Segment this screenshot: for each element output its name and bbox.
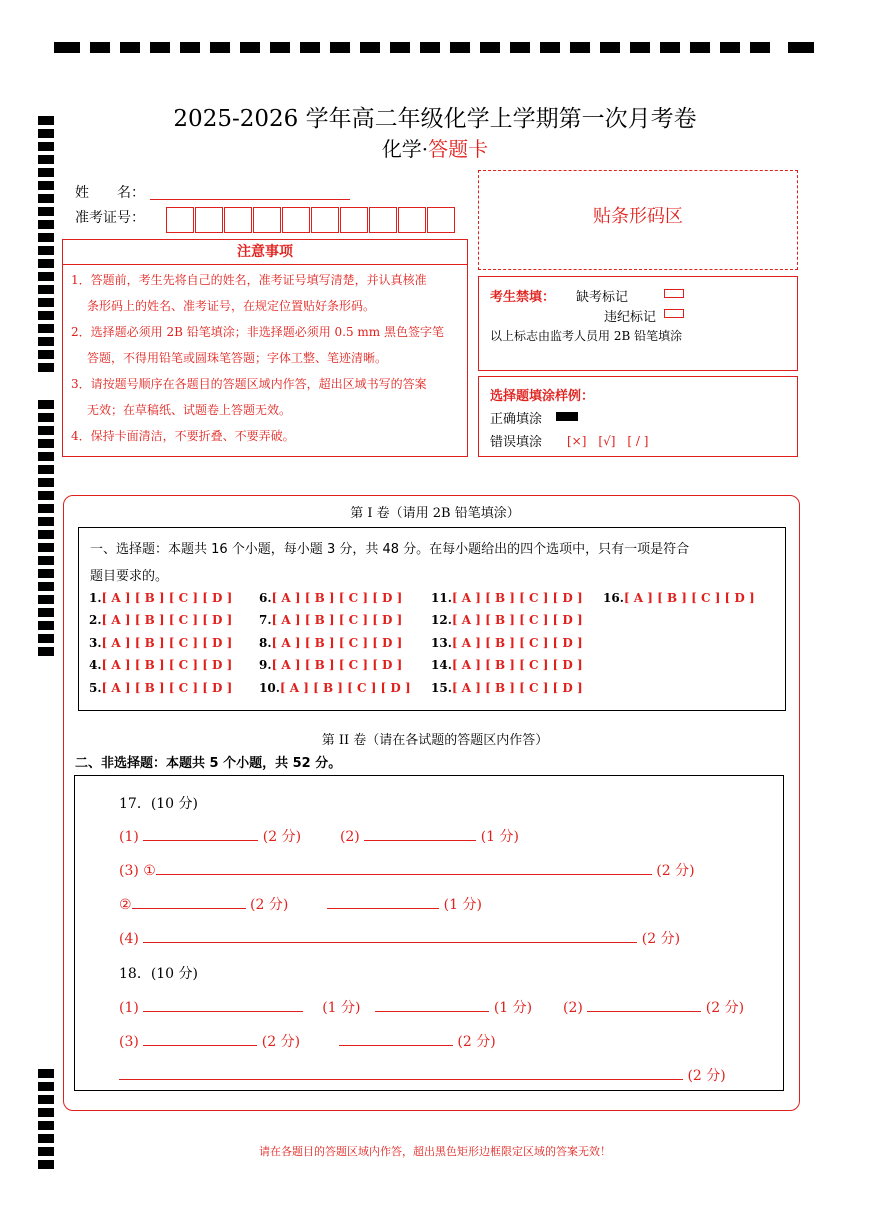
ticket-cell[interactable]: [166, 207, 194, 233]
timing-mark: [38, 465, 54, 474]
ticket-number-cells[interactable]: [166, 207, 456, 233]
question-10[interactable]: [259, 681, 411, 695]
points: (2 分): [641, 931, 681, 947]
timing-mark: [38, 439, 54, 448]
timing-mark: [38, 621, 54, 630]
question-6[interactable]: [259, 591, 402, 605]
timing-mark: [38, 1134, 54, 1143]
question-number: 4.: [89, 658, 102, 672]
timing-mark: [38, 1108, 54, 1117]
timing-mark: [38, 491, 54, 500]
ticket-cell[interactable]: [427, 207, 455, 233]
answer-options[interactable]: [ A ] [ B ] [ C ] [ D ]: [101, 591, 233, 605]
notice-item: 无效；在草稿纸、试题卷上答题无效。: [87, 403, 292, 417]
question-number: 14.: [431, 658, 452, 672]
forbidden-note: 以上标志由监考人员用 2B 铅笔填涂: [490, 329, 683, 343]
points: (1 分): [443, 897, 482, 913]
ticket-label: 准考证号：: [75, 210, 145, 226]
q17-line3: [119, 894, 482, 914]
timing-mark: [38, 634, 54, 643]
timing-mark: [38, 272, 54, 281]
q17-part3-label: (3) ①: [119, 863, 156, 879]
part2-instruction: 二、非选择题：本题共 5 个小题，共 52 分。: [75, 756, 342, 771]
timing-mark: [38, 298, 54, 307]
answer-options[interactable]: [ A ] [ B ] [ C ] [ D ]: [451, 658, 583, 672]
question-number: 2.: [89, 613, 102, 627]
timing-mark: [38, 595, 54, 604]
question-15[interactable]: [431, 681, 583, 695]
answer-options[interactable]: [ A ] [ B ] [ C ] [ D ]: [271, 613, 403, 627]
answer-blank[interactable]: [143, 1032, 257, 1046]
timing-mark: [38, 530, 54, 539]
q17-title: 17．(10 分): [119, 796, 199, 812]
question-number: 13.: [431, 636, 452, 650]
q18-title: 18．(10 分): [119, 966, 199, 982]
answer-options[interactable]: [ A ] [ B ] [ C ] [ D ]: [451, 636, 583, 650]
q18-part2-label: (2): [563, 1000, 583, 1016]
answer-options[interactable]: [ A ] [ B ] [ C ] [ D ]: [271, 591, 403, 605]
part1-heading: 第 I 卷（请用 2B 铅笔填涂）: [350, 506, 520, 521]
answer-options[interactable]: [ A ] [ B ] [ C ] [ D ]: [451, 613, 583, 627]
timing-mark: [38, 1082, 54, 1091]
q18-line1: [119, 997, 744, 1017]
fill-example-title: 选择题填涂样例：: [490, 389, 595, 404]
question-11[interactable]: [431, 591, 583, 605]
q17-part4-label: (4): [119, 931, 139, 947]
question-3[interactable]: [89, 636, 232, 650]
answer-options[interactable]: [ A ] [ B ] [ C ] [ D ]: [451, 681, 583, 695]
timing-mark: [38, 426, 54, 435]
q18-line2: [119, 1031, 496, 1051]
subtitle-subject: 化学·: [381, 137, 429, 161]
points: (2 分): [457, 1034, 496, 1050]
timing-mark: [38, 569, 54, 578]
answer-options[interactable]: [ A ] [ B ] [ C ] [ D ]: [101, 613, 233, 627]
timing-mark: [38, 181, 54, 190]
question-number: 8.: [259, 636, 272, 650]
question-number: 10.: [259, 681, 280, 695]
q18-part3-label: (3): [119, 1034, 139, 1050]
question-number: 15.: [431, 681, 452, 695]
question-1[interactable]: [89, 591, 232, 605]
timing-mark: [38, 207, 54, 216]
timing-mark: [38, 1069, 54, 1078]
answer-options[interactable]: [ A ] [ B ] [ C ] [ D ]: [623, 591, 755, 605]
answer-blank[interactable]: [327, 895, 439, 909]
points: (2 分): [250, 897, 289, 913]
answer-options[interactable]: [ A ] [ B ] [ C ] [ D ]: [271, 636, 403, 650]
timing-mark: [38, 311, 54, 320]
answer-blank[interactable]: [339, 1032, 453, 1046]
question-12[interactable]: [431, 613, 583, 627]
question-number: 9.: [259, 658, 272, 672]
answer-options[interactable]: [ A ] [ B ] [ C ] [ D ]: [451, 591, 583, 605]
absent-mark-box[interactable]: [664, 289, 684, 298]
timing-mark: [38, 413, 54, 422]
footer-warning: 请在各题目的答题区域内作答，超出黑色矩形边框限定区域的答案无效！: [259, 1145, 611, 1158]
question-14[interactable]: [431, 658, 583, 672]
question-number: 11.: [431, 591, 452, 605]
question-number: 12.: [431, 613, 452, 627]
answer-options[interactable]: [ A ] [ B ] [ C ] [ D ]: [101, 658, 233, 672]
question-number: 1.: [89, 591, 102, 605]
answer-blank[interactable]: [364, 827, 476, 841]
question-7[interactable]: [259, 613, 402, 627]
page-subtitle: [0, 133, 870, 162]
timing-mark: [38, 337, 54, 346]
notice-box: [62, 264, 468, 457]
answer-blank[interactable]: [143, 929, 637, 943]
part2-heading: 第 II 卷（请在各试题的答题区内作答）: [321, 733, 549, 748]
timing-mark: [38, 1160, 54, 1169]
timing-mark: [38, 582, 54, 591]
timing-mark: [38, 556, 54, 565]
q18-part1-label: (1): [119, 1000, 139, 1016]
timing-mark: [38, 246, 54, 255]
timing-mark: [38, 452, 54, 461]
ticket-cell[interactable]: [398, 207, 426, 233]
answer-options[interactable]: [ A ] [ B ] [ C ] [ D ]: [101, 636, 233, 650]
points: (2 分): [262, 829, 302, 845]
timing-mark: [38, 259, 54, 268]
question-2[interactable]: [89, 613, 232, 627]
answer-blank[interactable]: [587, 998, 701, 1012]
name-input-line[interactable]: [150, 199, 350, 200]
timing-mark: [38, 324, 54, 333]
mc-instruction-line1: 一、选择题：本题共 16 个小题，每小题 3 分，共 48 分。在每小题给出的四个选项中，只有一项是符合: [90, 542, 690, 557]
points: (1 分): [493, 1000, 533, 1016]
barcode-area: 贴条形码区: [478, 170, 798, 270]
timing-mark: [38, 194, 54, 203]
question-number: 7.: [259, 613, 272, 627]
answer-blank[interactable]: [156, 861, 652, 875]
fill-example-box: [478, 376, 798, 457]
timing-mark: [38, 608, 54, 617]
notice-item: 3．请按题号顺序在各题目的答题区域内作答，超出区域书写的答案: [71, 377, 427, 391]
q17-part3-sub2-label: ②: [119, 897, 132, 913]
question-5[interactable]: [89, 681, 232, 695]
violation-label: 违纪标记: [604, 310, 657, 325]
answer-blank[interactable]: [143, 998, 303, 1012]
q18-line3: [119, 1065, 726, 1085]
points: (2 分): [261, 1034, 301, 1050]
absent-label: 缺考标记: [576, 290, 629, 305]
ticket-cell[interactable]: [195, 207, 223, 233]
ticket-cell[interactable]: [340, 207, 368, 233]
page-title: 2025-2026 学年高二年级化学上学期第一次月考卷: [173, 106, 697, 132]
q17-line4: [119, 928, 680, 948]
points: (2 分): [687, 1068, 726, 1084]
question-9[interactable]: [259, 658, 402, 672]
notice-item: 答题，不得用铅笔或圆珠笔答题；字体工整、笔迹清晰。: [87, 351, 388, 365]
subtitle-answer-card: 答题卡: [428, 137, 489, 161]
notice-item: 2．选择题必须用 2B 铅笔填涂；非选择题必须用 0.5 mm 黑色签字笔: [71, 325, 445, 339]
answer-blank[interactable]: [375, 998, 489, 1012]
ticket-cell[interactable]: [369, 207, 397, 233]
answer-blank[interactable]: [143, 827, 258, 841]
timing-mark: [38, 220, 54, 229]
question-8[interactable]: [259, 636, 402, 650]
points: (1 分): [480, 829, 519, 845]
correct-fill-sample: [556, 412, 578, 421]
timing-mark: [38, 168, 54, 177]
timing-mark: [38, 285, 54, 294]
mc-instruction-line2: 题目要求的。: [90, 569, 169, 584]
question-number: 16.: [603, 591, 624, 605]
timing-mark: [38, 233, 54, 242]
timing-mark: [38, 647, 54, 656]
timing-mark: [38, 1095, 54, 1104]
timing-mark: [38, 350, 54, 359]
q17-line1: [119, 826, 519, 846]
violation-mark-box[interactable]: [664, 309, 684, 318]
timing-mark: [38, 478, 54, 487]
question-4[interactable]: [89, 658, 232, 672]
answer-options[interactable]: [ A ] [ B ] [ C ] [ D ]: [101, 681, 233, 695]
forbidden-title: 考生禁填：: [490, 290, 556, 305]
correct-fill-label: 正确填涂: [490, 412, 543, 427]
question-13[interactable]: [431, 636, 583, 650]
timing-mark: [38, 363, 54, 372]
q17-line2: [119, 860, 695, 880]
points: (2 分): [705, 1000, 745, 1016]
answer-options[interactable]: [ A ] [ B ] [ C ] [ D ]: [271, 658, 403, 672]
points: (1 分): [322, 1000, 361, 1016]
timing-mark: [38, 1121, 54, 1130]
notice-item: 1．答题前，考生先将自己的姓名，准考证号填写清楚，并认真核准: [71, 273, 427, 287]
question-number: 5.: [89, 681, 102, 695]
answer-options[interactable]: [ A ] [ B ] [ C ] [ D ]: [279, 681, 411, 695]
forbidden-box: [478, 276, 798, 371]
wrong-fill-label: 错误填涂: [490, 435, 543, 450]
q17-part1-label: (1): [119, 829, 139, 845]
timing-mark: [38, 543, 54, 552]
question-16[interactable]: [603, 591, 755, 605]
answer-blank[interactable]: [132, 895, 246, 909]
ticket-cell[interactable]: [253, 207, 281, 233]
wrong-fill-samples: [×] [√] [ / ]: [567, 434, 649, 448]
question-number: 6.: [259, 591, 272, 605]
notice-title: 注意事项: [62, 239, 468, 265]
notice-item: 条形码上的姓名、准考证号，在规定位置贴好条形码。: [87, 299, 376, 313]
question-number: 3.: [89, 636, 102, 650]
ticket-cell[interactable]: [282, 207, 310, 233]
points: (2 分): [656, 863, 695, 879]
timing-mark: [38, 400, 54, 409]
multiple-choice-frame: [78, 527, 786, 711]
name-label: 姓 名：: [75, 185, 145, 201]
answer-blank[interactable]: [119, 1066, 683, 1080]
essay-frame: [74, 775, 784, 1091]
ticket-cell[interactable]: [311, 207, 339, 233]
notice-item: 4．保持卡面清洁，不要折叠、不要弄破。: [71, 429, 295, 443]
q17-part2-label: (2): [339, 829, 360, 845]
ticket-cell[interactable]: [224, 207, 252, 233]
top-timing-marks: [54, 42, 814, 54]
